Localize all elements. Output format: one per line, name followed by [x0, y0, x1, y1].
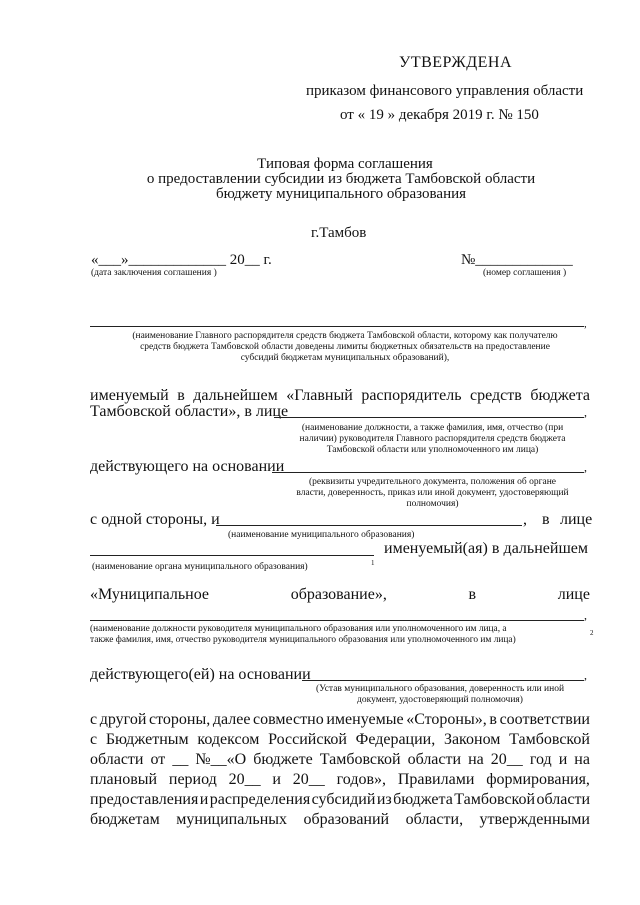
municipality-name-line	[216, 525, 522, 526]
p6-basis-line	[302, 680, 584, 681]
footnote-mark-2: 2	[590, 629, 594, 637]
p5-caption-1: (наименование должности руководителя муниципального образования или уполномоченного им лица, а	[90, 624, 507, 634]
basis-line	[272, 472, 584, 473]
p2-text: действующего на основании	[90, 458, 285, 475]
body-line-1: с другой стороны, далее совместно именуемые «Стороны», в соответствии	[90, 711, 590, 728]
p1-line2: Тамбовской области», в лице	[90, 403, 289, 420]
grbs-caption-3: субсидий бюджетам муниципальных образований),	[240, 353, 450, 363]
p2-caption-2: власти, доверенность, приказ или иной документ, удостоверяющий	[296, 488, 569, 498]
p1-caption-2: наличии) руководителя Главного распорядителя средств бюджета	[299, 434, 566, 444]
doc-title-line3: бюджету муниципального образования	[215, 186, 467, 202]
p1-caption-3: Тамбовской области или уполномоченного им лица)	[326, 445, 539, 455]
doc-title-line2: о предоставлении субсидии из бюджета Тамбовской области	[146, 171, 536, 187]
agreement-date-caption: (дата заключения соглашения )	[91, 268, 217, 278]
p4-words: именуемый(ая) в дальнейшем	[384, 540, 588, 557]
grbs-caption-1: (наименование Главного распорядителя средств бюджета Тамбовской области, которому как получателю	[132, 331, 558, 341]
p1-line1: именуемый в дальнейшем «Главный распорядитель средств бюджета	[90, 387, 590, 404]
agreement-date-field: «___»_____________ 20__ г.	[91, 252, 272, 268]
p3-caption: (наименование муниципального образования)	[228, 530, 415, 540]
doc-title-line1: Типовая форма соглашения	[257, 156, 433, 172]
p3-right1: в	[542, 511, 550, 528]
body-line-6: бюджетам муниципальных образований области, утвержденными	[90, 811, 590, 828]
agreement-number-caption: (номер соглашения )	[483, 268, 567, 278]
p3-right2: лице	[560, 511, 593, 528]
p6-caption-1: (Устав муниципального образования, доверенность или иной	[315, 684, 565, 694]
footnote-mark-1: 1	[371, 559, 375, 567]
grbs-caption-2: средств бюджета Тамбовской области доведены лимиты бюджетных обязательств на предоставление	[140, 342, 550, 352]
municipal-body-line	[90, 555, 374, 556]
p4-caption: (наименование органа муниципального образования)	[92, 562, 308, 572]
order-line: приказом финансового управления области	[306, 83, 584, 99]
p6-text: действующего(ей) на основании	[90, 666, 311, 683]
grbs-name-line	[90, 326, 584, 327]
agreement-number-field: №_____________	[461, 252, 573, 268]
approved-stamp: УТВЕРЖДЕНА	[399, 54, 513, 71]
p1-caption-1: (наименование должности, а также фамилия, имя, отчество (при	[301, 423, 564, 433]
body-line-4: плановый период 20__ и 20__ годов», Правилами формирования,	[90, 771, 590, 788]
p5-caption-2: также фамилия, имя, отчество руководителя муниципального образования или уполномоченного им лица)	[90, 635, 516, 645]
representative-line	[274, 417, 584, 418]
body-line-5: предоставления и распределения субсидий из бюджета Тамбовской области	[90, 791, 590, 808]
body-line-2: с Бюджетным кодексом Российской Федерации, Законом Тамбовской	[90, 731, 590, 748]
p2-caption-1: (реквизиты учредительного документа, положения об органе	[308, 477, 557, 487]
municipal-head-line	[90, 620, 584, 621]
city: г.Тамбов	[311, 225, 367, 241]
p3-left: с одной стороны, и	[90, 511, 220, 528]
p6-caption-2: документ, удостоверяющий полномочия)	[357, 695, 523, 705]
order-date: от « 19 » декабря 2019 г. № 150	[340, 107, 539, 123]
body-line-3: области от __ №__«О бюджете Тамбовской области на 20__ год и на	[90, 751, 590, 768]
p2-caption-3: полномочия)	[406, 499, 459, 509]
p5-line: «Муниципальное образование», в лице	[90, 586, 590, 603]
